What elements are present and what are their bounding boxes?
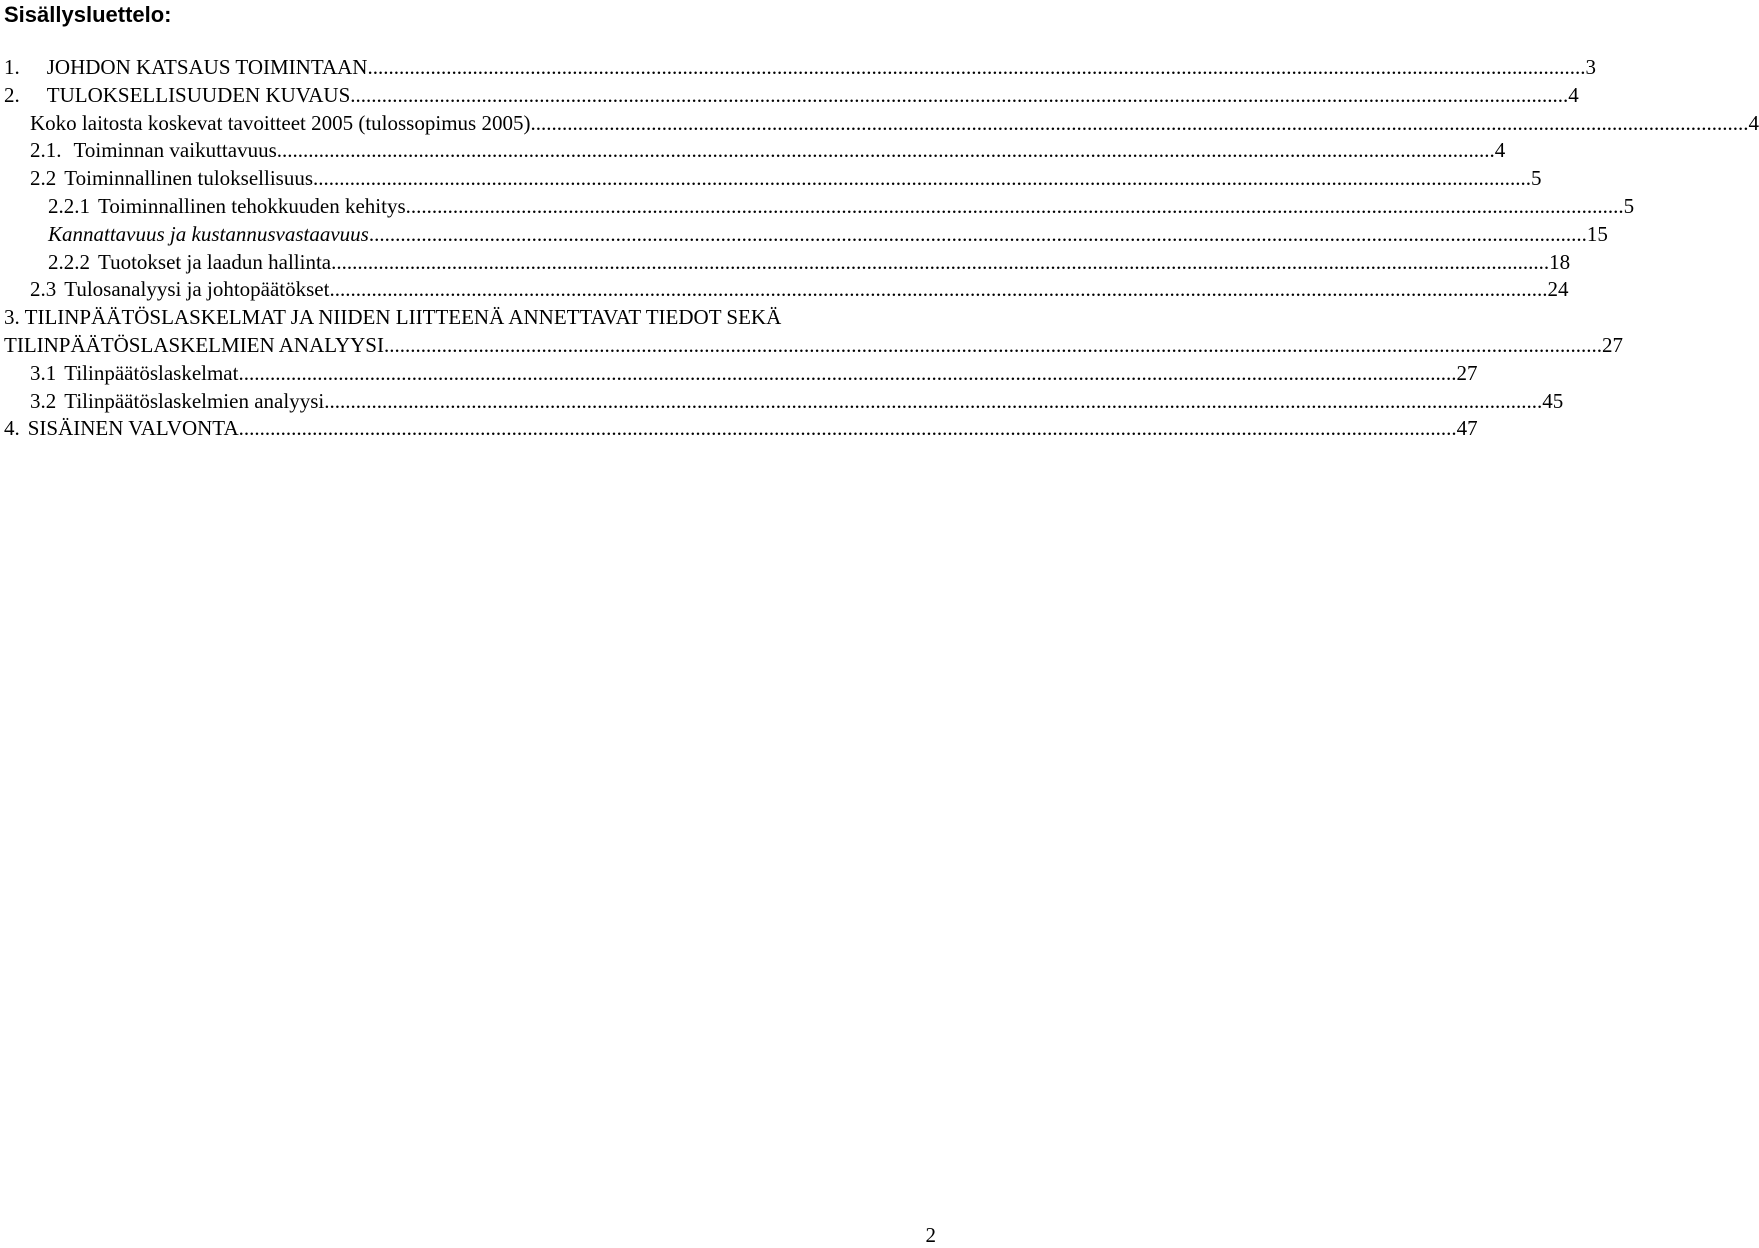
- entry-label: Tilinpäätöslaskelmat: [64, 360, 239, 385]
- toc-entry[interactable]: [0, 54, 1596, 82]
- entry-label: TILINPÄÄTÖSLASKELMIEN ANALYYSI: [4, 332, 384, 357]
- entry-label: Tulosanalyysi ja johtopäätökset: [64, 277, 330, 302]
- toc-entry[interactable]: [0, 249, 1571, 277]
- entry-number: 3.2: [30, 388, 57, 413]
- toc-entry[interactable]: [0, 360, 1478, 388]
- entry-page-number: 4: [1494, 138, 1506, 163]
- dot-leader: [329, 276, 1547, 304]
- entry-label: Tilinpäätöslaskelmien analyysi: [64, 388, 325, 413]
- entry-label: Toiminnallinen tehokkuuden kehitys: [98, 193, 406, 218]
- toc-heading: Sisällysluettelo:: [4, 2, 172, 27]
- toc-entry[interactable]: [0, 193, 1635, 221]
- entry-label: TULOKSELLISUUDEN KUVAUS: [46, 82, 351, 107]
- dot-leader: [367, 54, 1585, 82]
- entry-label: 3. TILINPÄÄTÖSLASKELMAT JA NIIDEN LIITTEENÄ ANNETTAVAT TIEDOT SEKÄ: [4, 305, 782, 330]
- toc-entries-group: [0, 360, 1564, 443]
- toc-entry[interactable]: [0, 221, 1608, 249]
- toc-entries-group: [0, 54, 1759, 304]
- dot-leader: [313, 165, 1531, 193]
- entry-label: Koko laitosta koskevat tavoitteet 2005 (tulossopimus 2005): [30, 110, 531, 135]
- dot-leader: [331, 249, 1549, 277]
- entry-number: 1.: [4, 55, 20, 79]
- entry-label: SISÄINEN VALVONTA: [27, 416, 239, 441]
- entry-page-number: 27: [1601, 332, 1623, 357]
- dot-leader: [530, 110, 1748, 138]
- toc-entry[interactable]: [0, 276, 1569, 304]
- toc-entry[interactable]: [0, 82, 1579, 110]
- entry-page-number: 45: [1542, 388, 1564, 413]
- dot-leader: [369, 221, 1587, 249]
- entry-number: 2.2.1: [48, 193, 90, 218]
- entry-number: 2.1.: [30, 138, 62, 163]
- entry-page-number: 4: [1748, 110, 1759, 135]
- dot-leader: [277, 137, 1495, 165]
- entry-number: 4.: [4, 416, 20, 441]
- toc-entry-multiline-first[interactable]: [0, 304, 962, 332]
- entry-page-number: 4: [1568, 82, 1579, 107]
- entry-page-number: 3: [1585, 55, 1596, 79]
- toc-entry[interactable]: [0, 165, 1542, 193]
- dot-leader: [350, 82, 1568, 110]
- entry-number: 2.2: [30, 166, 57, 191]
- entry-label: Tuotokset ja laadun hallinta: [98, 249, 332, 274]
- dot-leader: [239, 415, 1457, 443]
- page-number: 2: [925, 1223, 936, 1247]
- dot-leader: [384, 332, 1602, 360]
- entry-label: Toiminnan vaikuttavuus: [73, 138, 277, 163]
- toc-entry[interactable]: [0, 388, 1564, 416]
- toc-entry-multiline-second[interactable]: [0, 332, 1623, 360]
- toc-entry[interactable]: [0, 110, 1759, 138]
- entry-label: JOHDON KATSAUS TOIMINTAAN: [46, 55, 368, 79]
- table-of-contents: [0, 54, 1759, 443]
- entry-page-number: 24: [1547, 277, 1569, 302]
- dot-leader: [406, 193, 1624, 221]
- dot-leader: [238, 360, 1456, 388]
- entry-label: Kannattavuus ja kustannusvastaavuus: [48, 221, 369, 246]
- entry-page-number: 18: [1549, 249, 1571, 274]
- entry-number: 2.2.2: [48, 249, 90, 274]
- entry-page-number: 15: [1586, 221, 1608, 246]
- entry-label: Toiminnallinen tuloksellisuus: [64, 166, 314, 191]
- entry-page-number: 47: [1456, 416, 1478, 441]
- toc-entry[interactable]: [0, 415, 1478, 443]
- entry-number: 3.1: [30, 360, 57, 385]
- entry-page-number: 5: [1623, 193, 1635, 218]
- entry-page-number: 27: [1456, 360, 1478, 385]
- entry-page-number: 5: [1531, 166, 1542, 191]
- dot-leader: [324, 388, 1542, 416]
- entry-number: 2.3: [30, 277, 57, 302]
- toc-entry[interactable]: [0, 137, 1506, 165]
- entry-number: 2.: [4, 82, 20, 107]
